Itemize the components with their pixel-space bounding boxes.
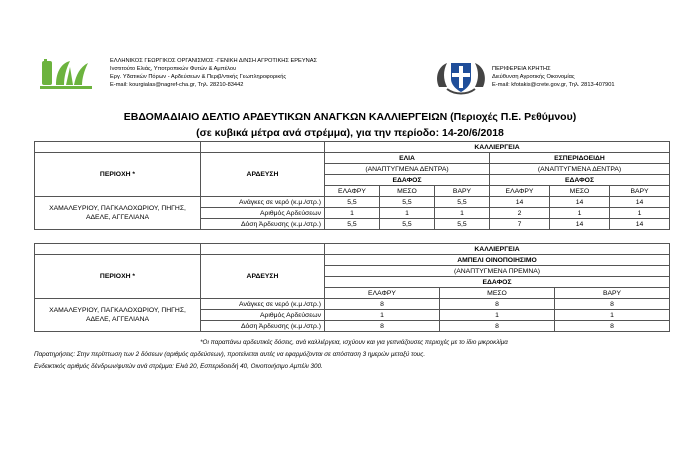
value-cell: 1	[610, 208, 670, 219]
crops-header: ΚΑΛΛΙΕΡΓΕΙΑ	[325, 244, 670, 255]
value-cell: 8	[325, 299, 440, 310]
value-cell: 2	[490, 208, 550, 219]
value-cell: 7	[490, 219, 550, 230]
value-cell: 5,5	[380, 219, 435, 230]
soil-type: ΒΑΡΥ	[555, 288, 670, 299]
value-cell: 5,5	[325, 197, 380, 208]
elgo-logo-icon	[40, 57, 92, 91]
region-header: ΠΕΡΙΟΧΗ *	[35, 255, 201, 299]
irrigation-table-olive-citrus	[34, 141, 670, 230]
soil-header: ΕΔΑΦΟΣ	[490, 175, 670, 186]
crop-subtitle: (ΑΝΑΠΤΥΓΜΕΝΑ ΔΕΝΤΡΑ)	[325, 164, 490, 175]
soil-type: ΜΕΣΟ	[380, 186, 435, 197]
value-cell: 8	[555, 321, 670, 332]
header-right	[433, 57, 673, 101]
footnote: *Οι παραπάνω αρδευτικές δόσεις, ανά καλλιέργεια, ισχύουν και για γειτνιάζουσες περιοχές με το ίδιο μικροκλίμα	[200, 339, 508, 346]
parameter-label: Αριθμός Αρδεύσεων	[201, 310, 325, 321]
value-cell: 14	[550, 219, 610, 230]
value-cell: 1	[555, 310, 670, 321]
parameter-label: Δόση Άρδευσης (κ.μ./στρ.)	[201, 321, 325, 332]
value-cell: 1	[550, 208, 610, 219]
tree-density-note: Ενδεικτικός αριθμός δένδρων/φυτών ανά στρέμμα: Ελιά 20, Εσπεριδοειδή 40, Οινοποιήσιμο Αμπέλι 300.	[34, 363, 323, 370]
header-left-line: Ινστιτούτο Ελιάς, Υποτροπικών Φυτών & Αμπέλου	[110, 66, 237, 72]
crop-name: ΕΣΠΕΡΙΔΟΕΙΔΗ	[490, 153, 670, 164]
value-cell: 5,5	[325, 219, 380, 230]
value-cell: 8	[555, 299, 670, 310]
hellenic-emblem-icon	[433, 57, 489, 97]
value-cell: 14	[610, 197, 670, 208]
value-cell: 8	[440, 299, 555, 310]
parameter-label: Ανάγκες σε νερό (κ.μ./στρ.)	[201, 299, 325, 310]
region-name: ΧΑΜΑΛΕΥΡΙΟΥ, ΠΑΓΚΑΛΟΧΩΡΙΟΥ, ΠΗΓΗΣ, ΑΔΕΛΕ, ΑΓΓΕΛΙΑΝΑ	[35, 299, 201, 332]
parameter-label: Αριθμός Αρδεύσεων	[201, 208, 325, 219]
crops-header: ΚΑΛΛΙΕΡΓΕΙΑ	[325, 142, 670, 153]
empty-cell	[201, 244, 325, 255]
value-cell: 1	[380, 208, 435, 219]
document-subtitle: (σε κυβικά μέτρα ανά στρέμμα), για την περίοδο: 14-20/6/2018	[196, 127, 504, 139]
value-cell: 14	[550, 197, 610, 208]
soil-header: ΕΔΑΦΟΣ	[325, 277, 670, 288]
parameter-label: Ανάγκες σε νερό (κ.μ./στρ.)	[201, 197, 325, 208]
region-name: ΧΑΜΑΛΕΥΡΙΟΥ, ΠΑΓΚΑΛΟΧΩΡΙΟΥ, ΠΗΓΗΣ, ΑΔΕΛΕ, ΑΓΓΕΛΙΑΝΑ	[35, 197, 201, 230]
value-cell: 8	[325, 321, 440, 332]
value-cell: 5,5	[380, 197, 435, 208]
header-left-text	[110, 57, 317, 89]
value-cell: 5,5	[435, 197, 490, 208]
region-header: ΠΕΡΙΟΧΗ *	[35, 153, 201, 197]
header-right-text	[492, 65, 615, 89]
empty-cell	[35, 142, 201, 153]
header-left-line: E-mail: kourgialas@nagref-cha.gr, Τηλ. 28210-83442	[110, 82, 244, 88]
header-left-line: Εργ. Υδατικών Πόρων - Αρδεύσεων & Περιβ/ντικής Γεωπληροφορικής	[110, 74, 287, 80]
remarks: Παρατηρήσεις: Στην περίπτωση των 2 δόσεων (αριθμός αρδεύσεων), προτείνεται αυτές να εφαρμόζονται σε απόσταση 3 ημερών μεταξύ τους.	[34, 351, 426, 358]
header-right-line: ΠΕΡΙΦΕΡΕΙΑ ΚΡΗΤΗΣ	[492, 66, 551, 72]
crop-subtitle: (ΑΝΑΠΤΥΓΜΕΝΑ ΠΡΕΜΝΑ)	[325, 266, 670, 277]
soil-type: ΒΑΡΥ	[435, 186, 490, 197]
value-cell: 14	[490, 197, 550, 208]
soil-type: ΕΛΑΦΡΥ	[490, 186, 550, 197]
value-cell: 1	[435, 208, 490, 219]
header-right-line: E-mail: kfotakis@crete.gov.gr, Τηλ. 2813-407901	[492, 82, 615, 88]
crop-subtitle: (ΑΝΑΠΤΥΓΜΕΝΑ ΔΕΝΤΡΑ)	[490, 164, 670, 175]
soil-header: ΕΔΑΦΟΣ	[325, 175, 490, 186]
value-cell: 1	[325, 208, 380, 219]
header-right-line: Διεύθυνση Αγροτικής Οικονομίας	[492, 74, 575, 80]
irrigation-header: ΑΡΔΕΥΣΗ	[201, 255, 325, 299]
soil-type: ΕΛΑΦΡΥ	[325, 288, 440, 299]
empty-cell	[35, 244, 201, 255]
value-cell: 5,5	[435, 219, 490, 230]
soil-type: ΜΕΣΟ	[550, 186, 610, 197]
empty-cell	[201, 142, 325, 153]
header-left	[40, 57, 330, 101]
crop-name: ΕΛΙΑ	[325, 153, 490, 164]
irrigation-header: ΑΡΔΕΥΣΗ	[201, 153, 325, 197]
irrigation-table-vineyard	[34, 243, 670, 332]
document-title: ΕΒΔΟΜΑΔΙΑΙΟ ΔΕΛΤΙΟ ΑΡΔΕΥΤΙΚΩΝ ΑΝΑΓΚΩΝ ΚΑΛΛΙΕΡΓΕΙΩΝ (Περιοχές Π.Ε. Ρεθύμνου)	[123, 111, 577, 123]
value-cell: 14	[610, 219, 670, 230]
soil-type: ΕΛΑΦΡΥ	[325, 186, 380, 197]
soil-type: ΒΑΡΥ	[610, 186, 670, 197]
parameter-label: Δόση Άρδευσης (κ.μ./στρ.)	[201, 219, 325, 230]
value-cell: 1	[325, 310, 440, 321]
soil-type: ΜΕΣΟ	[440, 288, 555, 299]
value-cell: 8	[440, 321, 555, 332]
value-cell: 1	[440, 310, 555, 321]
crop-name: ΑΜΠΕΛΙ ΟΙΝΟΠΟΙΗΣΙΜΟ	[325, 255, 670, 266]
header-left-line: ΕΛΛΗΝΙΚΟΣ ΓΕΩΡΓΙΚΟΣ ΟΡΓΑΝΙΣΜΟΣ -ΓΕΝΙΚΗ Δ/ΝΣΗ ΑΓΡΟΤΙΚΗΣ ΕΡΕΥΝΑΣ	[110, 58, 318, 64]
